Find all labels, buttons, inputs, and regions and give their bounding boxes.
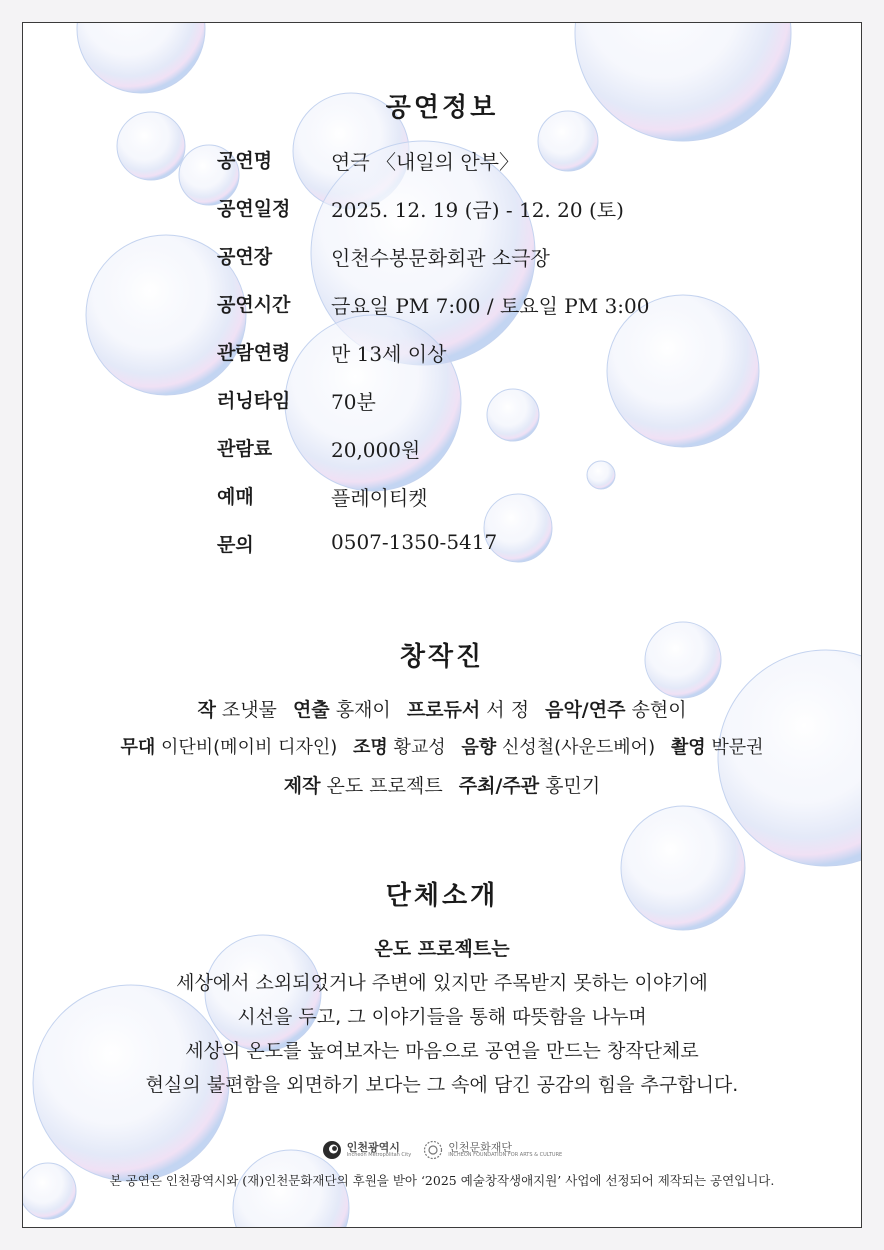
foundation-logo-text: 인천문화재단 — [448, 1141, 512, 1154]
info-value: 연극 〈내일의 안부〉 — [331, 150, 519, 174]
credit-role: 촬영 — [670, 737, 706, 758]
incheon-city-emblem-icon — [322, 1140, 342, 1160]
intro-line: 세상의 온도를 높여보자는 마음으로 공연을 만드는 창작단체로 — [185, 1040, 699, 1062]
city-logo-text: 인천광역시 — [346, 1141, 400, 1154]
credit-line-1 — [23, 695, 861, 722]
info-label: 러닝타임 — [217, 390, 291, 412]
credit-role: 음악/연주 — [545, 699, 626, 721]
credit-name: 박문권 — [711, 737, 764, 758]
info-value: 70분 — [331, 390, 376, 414]
credit-role: 주최/주관 — [458, 775, 540, 797]
info-label: 관람연령 — [217, 342, 291, 364]
credit-name: 황교성 — [393, 737, 446, 758]
foundation-logo-subtext: INCHEON FOUNDATION FOR ARTS & CULTURE — [448, 1152, 563, 1158]
intro-lead: 온도 프로젝트는 — [374, 938, 510, 960]
info-label: 공연명 — [217, 150, 273, 172]
info-label: 공연시간 — [217, 294, 291, 316]
intro-line: 세상에서 소외되었거나 주변에 있지만 주목받지 못하는 이야기에 — [176, 972, 708, 994]
footer-notice: 본 공연은 인천광역시와 (재)인천문화재단의 후원을 받아 ‘2025 예술창작생애지원’ 사업에 선정되어 제작되는 공연입니다. — [109, 1173, 775, 1188]
credit-name: 홍재이 — [335, 699, 391, 721]
info-label: 공연장 — [217, 246, 273, 268]
incheon-foundation-logo — [423, 1140, 562, 1160]
info-value: 플레이티켓 — [331, 486, 428, 510]
credit-role: 연출 — [292, 699, 330, 721]
credit-line-2 — [23, 733, 861, 759]
info-value: 0507-1350-5417 — [331, 530, 498, 554]
credit-role: 프로듀서 — [406, 699, 481, 721]
credit-line-3 — [23, 771, 861, 798]
credit-name: 온도 프로젝트 — [326, 775, 443, 797]
intro-line: 시선을 두고, 그 이야기들을 통해 따뜻함을 나누며 — [237, 1006, 647, 1028]
credit-name: 신성철(사운드베어) — [501, 737, 656, 758]
incheon-city-logo — [322, 1140, 411, 1160]
info-value: 만 13세 이상 — [331, 342, 447, 366]
credit-role: 작 — [197, 699, 216, 721]
credit-role: 음향 — [461, 737, 497, 758]
credit-name: 이단비(메이비 디자인) — [161, 737, 338, 758]
info-label: 공연일정 — [217, 198, 291, 220]
info-value: 20,000원 — [331, 438, 421, 462]
info-value: 인천수봉문화회관 소극장 — [331, 246, 550, 270]
credit-role: 조명 — [353, 737, 388, 758]
section-title-credits: 창작진 — [399, 642, 485, 672]
city-logo-subtext: Incheon Metropolitan City — [346, 1152, 412, 1158]
info-label: 예매 — [217, 486, 254, 508]
sponsor-logos — [23, 1133, 861, 1167]
incheon-foundation-emblem-icon — [423, 1140, 443, 1160]
poster — [22, 22, 862, 1228]
credit-role: 무대 — [120, 737, 156, 758]
info-label: 관람료 — [217, 438, 273, 460]
section-title-intro: 단체소개 — [385, 881, 499, 911]
credit-name: 홍민기 — [545, 775, 601, 797]
credit-role: 제작 — [283, 775, 321, 797]
credit-name: 송현이 — [631, 699, 687, 721]
credit-name: 서 정 — [486, 699, 530, 721]
info-value: 금요일 PM 7:00 / 토요일 PM 3:00 — [331, 294, 650, 318]
credit-name: 조냇물 — [221, 699, 277, 721]
info-label: 문의 — [217, 534, 254, 556]
intro-line: 현실의 불편함을 외면하기 보다는 그 속에 담긴 공감의 힘을 추구합니다. — [145, 1074, 739, 1096]
section-title-info: 공연정보 — [385, 93, 499, 123]
info-value: 2025. 12. 19 (금) - 12. 20 (토) — [331, 198, 624, 222]
